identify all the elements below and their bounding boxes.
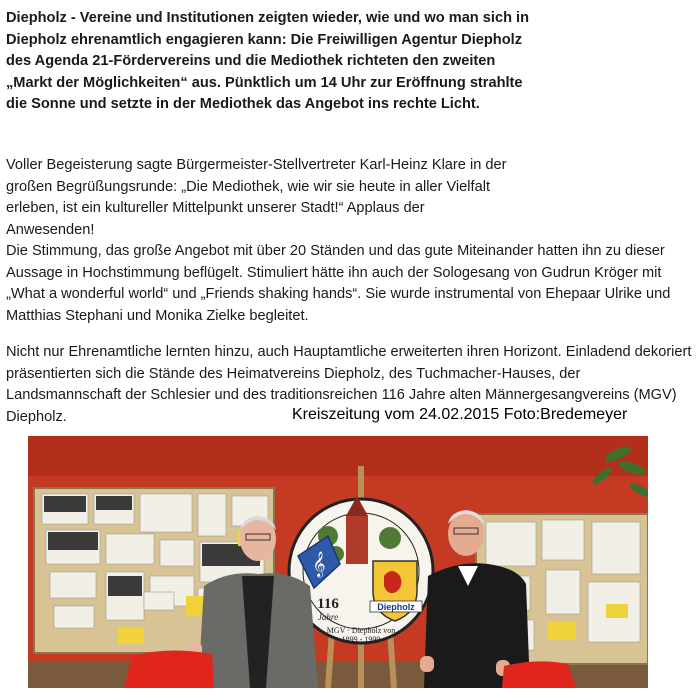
article-paragraph-2: Voller Begeisterung sagte Bürgermeister-Stellvertreter Karl-Heinz Klare in der großen Begrüßungsrunde: „Die Mediothek, wie wir sie heute in aller Vielfalt erleben, ist ein kultureller Mittelpunkt unserer Stadt!“ Applaus der Anwesenden! (6, 157, 507, 238)
red-chair-left (124, 650, 214, 688)
event-photo (28, 436, 648, 688)
article-paragraph-4: Nicht nur Ehrenamtliche lernten hinzu, auch Hauptamtliche erweiterten ihren Horizont. Einladend dekoriert präsentierten sich die Stände des Heimatvereins Diepholz, des Tuchmacher-Hauses, der Landsmannschaft der Schlesier und des traditionsreichen 116 Jahre alten Männergesangvereins (MGV) Diepholz. (6, 344, 692, 425)
emblem-years: 1899 - 1999 (341, 635, 381, 644)
photo-caption: Kreiszeitung vom 24.02.2015 Foto:Bredemeyer (292, 406, 628, 423)
svg-text:𝄞: 𝄞 (312, 552, 326, 577)
article-lead: Diepholz - Vereine und Institutionen zeigten wieder, wie und wo man sich in Diepholz ehrenamtlich engagieren kann: Die Freiwilligen Agentur Diepholz des Agenda 21-Fördervereins und die Mediothek richteten den zweiten „Markt der Möglichkeiten“ aus. Pünktlich um 14 Uhr zur Eröffnung strahlte die Sonne und setzte in der Mediothek das Angebot ins rechte Licht. (6, 10, 530, 112)
emblem-banner-text: Diepholz (377, 602, 415, 612)
emblem-word: Jahre (317, 612, 339, 622)
red-chair-right (502, 661, 576, 688)
emblem-number: 116 (317, 596, 339, 612)
article-paragraph-3: Die Stimmung, das große Angebot mit über 20 Ständen und das gute Miteinander hatten ihn zu dieser Aussage in Hochstimmung beflügelt. Stimuliert hätte ihn auch der Sologesang von Gudrun Kröger mit „What a wonderful world“ und „Friends shaking hands“. Sie wurde instrumental von Ehepaar Ulrike und Matthias Stephani und Monika Zielke begleitet. (6, 243, 671, 324)
photo-illustration (28, 436, 648, 688)
emblem-ring-text: MGV · Diepholz von (326, 626, 396, 635)
